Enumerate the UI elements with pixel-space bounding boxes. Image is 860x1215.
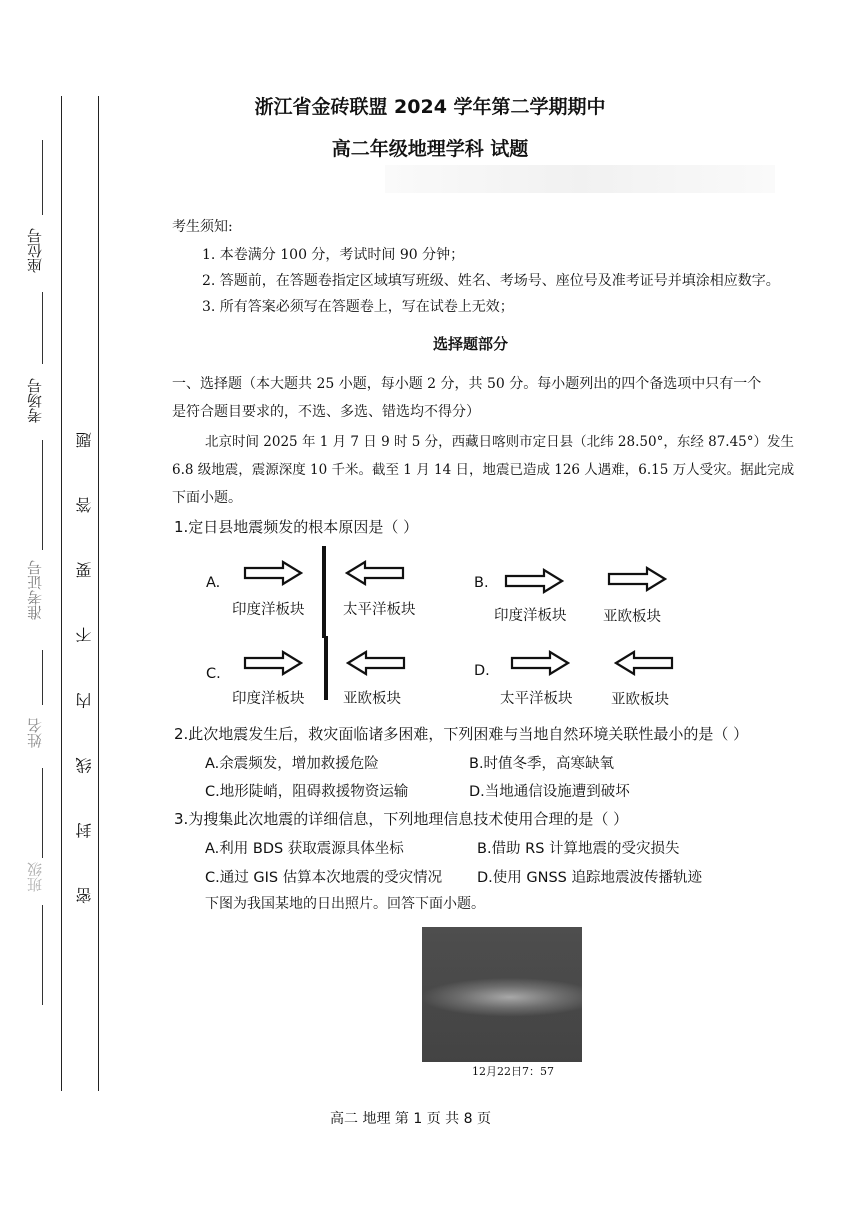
name-label: 姓名 xyxy=(26,718,44,748)
q3-option-b: B.借助 RS 计算地震的受灾损失 xyxy=(477,841,680,857)
plate-boundary-line xyxy=(324,636,328,700)
q2-option-b: B.时值冬季，高寒缺氧 xyxy=(469,756,615,772)
photo-intro: 下图为我国某地的日出照片。回答下面小题。 xyxy=(205,896,485,912)
q1-a-right-plate: 太平洋板块 xyxy=(343,602,416,618)
q1-d-left-plate: 太平洋板块 xyxy=(500,691,573,707)
q2-option-d: D.当地通信设施遭到破坏 xyxy=(469,784,630,800)
right-arrow-icon xyxy=(510,650,570,676)
section-title: 选择题部分 xyxy=(433,335,509,353)
page-footer: 高二 地理 第 1 页 共 8 页 xyxy=(330,1111,491,1127)
q3-option-a: A.利用 BDS 获取震源具体坐标 xyxy=(205,841,404,857)
left-arrow-icon xyxy=(614,650,674,676)
q1-option-b-letter: B. xyxy=(474,575,489,591)
q1-c-right-plate: 亚欧板块 xyxy=(343,691,401,707)
class-field-line xyxy=(42,768,43,858)
q1-d-right-plate: 亚欧板块 xyxy=(611,692,669,708)
binding-line-inner xyxy=(98,96,99,1091)
notice-item-1: 1. 本卷满分 100 分，考试时间 90 分钟； xyxy=(202,247,465,263)
notice-item-2: 2. 答题前，在答题卷指定区域填写班级、姓名、考场号、座位号及准考证号并填涂相应数字。 xyxy=(202,273,780,289)
name-field-line xyxy=(42,650,43,705)
left-arrow-icon xyxy=(345,560,405,586)
seal-warning-text: 密 封 线 内 不 要 答 题 xyxy=(75,410,94,904)
q2-option-c: C.地形陡峭，阻碍救援物资运输 xyxy=(205,784,409,800)
q1-b-right-plate: 亚欧板块 xyxy=(603,609,661,625)
q1-c-left-plate: 印度洋板块 xyxy=(232,691,305,707)
exam-title-line2: 高二年级地理学科 试题 xyxy=(331,138,529,160)
class-label: 班级 xyxy=(26,862,44,892)
passage-line2: 6.8 级地震，震源深度 10 千米。截至 1 月 14 日，地震已造成 126 人遇难，6.15 万人受灾。据此完成 xyxy=(172,462,795,478)
q3-option-c: C.通过 GIS 估算本次地震的受灾情况 xyxy=(205,870,443,886)
q1-option-a-letter: A. xyxy=(206,575,221,591)
student-id-field-line xyxy=(42,440,43,550)
q2-stem: 2.此次地震发生后，救灾面临诸多困难，下列困难与当地自然环境关联性最小的是（ ） xyxy=(174,725,749,743)
q1-b-left-plate: 印度洋板块 xyxy=(494,608,567,624)
q1-option-c-letter: C. xyxy=(206,666,221,682)
extra-field-line xyxy=(42,905,43,1005)
q3-option-d: D.使用 GNSS 追踪地震波传播轨迹 xyxy=(477,870,702,886)
redacted-strip xyxy=(385,165,775,193)
right-arrow-icon xyxy=(607,566,667,592)
q3-stem: 3.为搜集此次地震的详细信息，下列地理信息技术使用合理的是（ ） xyxy=(174,810,629,828)
photo-caption: 12月22日7：57 xyxy=(472,1065,554,1078)
seat-label: 座位号 xyxy=(26,228,44,273)
instructions-line1: 一、选择题（本大题共 25 小题，每小题 2 分，共 50 分。每小题列出的四个备选项中只有一个 xyxy=(172,376,762,392)
right-arrow-icon xyxy=(504,568,564,594)
exam-room-label: 考场号 xyxy=(26,378,44,423)
exam-title-line1: 浙江省金砖联盟 2024 学年第二学期期中 xyxy=(254,96,606,118)
exam-room-field-line xyxy=(42,292,43,364)
instructions-line2: 是符合题目要求的，不选、多选、错选均不得分） xyxy=(172,404,480,420)
passage-line3: 下面小题。 xyxy=(172,490,242,506)
left-arrow-icon xyxy=(346,650,406,676)
q1-stem: 1.定日县地震频发的根本原因是（ ） xyxy=(174,518,419,536)
right-arrow-icon xyxy=(243,560,303,586)
plate-boundary-line xyxy=(322,546,326,638)
binding-line-outer xyxy=(61,96,62,1091)
q1-option-d-letter: D. xyxy=(474,663,490,679)
right-arrow-icon xyxy=(243,650,303,676)
q1-a-left-plate: 印度洋板块 xyxy=(232,602,305,618)
sunrise-photo xyxy=(422,927,582,1062)
passage-line1: 北京时间 2025 年 1 月 7 日 9 时 5 分，西藏日喀则市定日县（北纬 28.50°，东经 87.45°）发生 xyxy=(205,434,795,450)
student-id-label: 准考证号 xyxy=(26,560,44,620)
notice-heading: 考生须知: xyxy=(172,219,233,235)
q2-option-a: A.余震频发，增加救援危险 xyxy=(205,756,379,772)
notice-item-3: 3. 所有答案必须写在答题卷上，写在试卷上无效； xyxy=(202,299,514,315)
